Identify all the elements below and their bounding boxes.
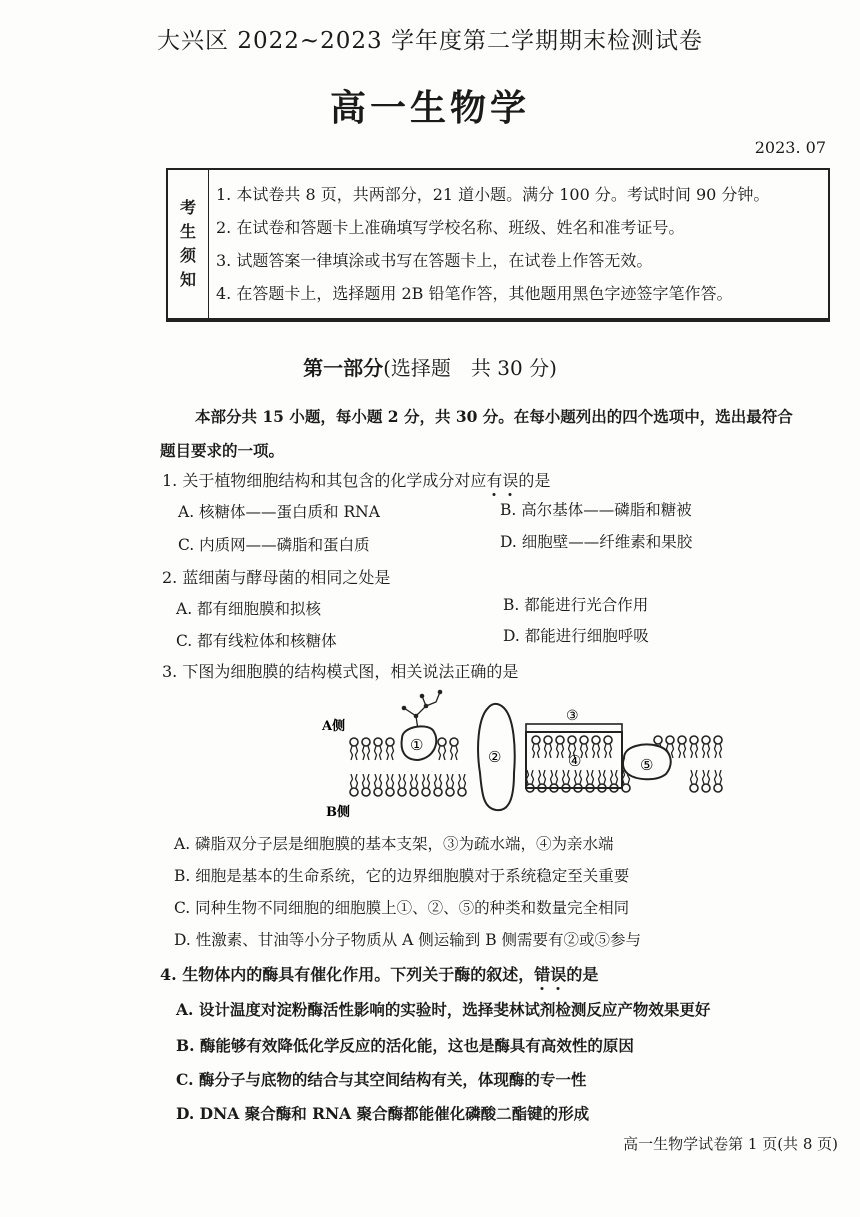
- question-3-option-b: B. 细胞是基本的生命系统，它的边界细胞膜对于系统稳定至关重要: [174, 867, 630, 885]
- hydrophilic-head-region-3: [526, 724, 622, 732]
- notice-label-char: 考: [179, 198, 196, 217]
- question-1-option-d: D. 细胞壁——纤维素和果胶: [500, 533, 693, 551]
- label-5: ⑤: [640, 756, 654, 774]
- question-2-option-a: A. 都有细胞膜和拟核: [176, 600, 322, 618]
- part-one-subtitle: (选择题 共 30 分): [383, 356, 557, 380]
- instructions-line: 本部分共 15 小题，每小题 2 分，共 30 分。在每小题列出的四个选项中，选出最符合: [195, 407, 793, 426]
- notice-item: 1. 本试卷共 8 页，共两部分，21 道小题。满分 100 分。考试时间 90 分钟。: [216, 185, 770, 204]
- question-1-option-b: B. 高尔基体——磷脂和糖被: [500, 501, 692, 519]
- stem-text: 4. 生物体内的酶具有催化作用。下列关于酶的叙述，: [160, 965, 535, 984]
- question-3-option-d: D. 性激素、甘油等小分子物质从 A 侧运输到 B 侧需要有②或⑤参与: [174, 931, 642, 949]
- notice-label-char: 知: [179, 270, 196, 289]
- notice-label-char: 生: [179, 222, 196, 241]
- page-footer: 高一生物学试卷第 1 页(共 8 页): [623, 1135, 838, 1153]
- question-3-stem: 3. 下图为细胞膜的结构模式图，相关说法正确的是: [162, 662, 519, 681]
- side-b-label: B侧: [326, 805, 350, 820]
- label-4: ④: [568, 752, 582, 770]
- question-4-option-a: A. 设计温度对淀粉酶活性影响的实验时，选择斐林试剂检测反应产物效果更好: [176, 1000, 711, 1019]
- stem-text: 1. 关于植物细胞结构和其包含的化学成分对应: [162, 471, 487, 490]
- question-4-stem: [160, 962, 598, 985]
- question-3-option-c: C. 同种生物不同细胞的细胞膜上①、②、⑤的种类和数量完全相同: [174, 899, 630, 917]
- exam-title: 大兴区 2022~2023 学年度第二学期期末检测试卷: [157, 28, 703, 54]
- question-2-option-c: C. 都有线粒体和核糖体: [176, 632, 337, 650]
- question-4-option-d: D. DNA 聚合酶和 RNA 聚合酶都能催化磷酸二酯键的形成: [176, 1104, 590, 1123]
- part-one-heading: [0, 352, 860, 381]
- emphasis-char: 错: [534, 965, 551, 984]
- stem-text: 的是: [518, 471, 551, 490]
- question-4-option-b: B. 酶能够有效降低化学反应的活化能，这也是酶具有高效性的原因: [176, 1036, 634, 1055]
- emphasis-char: 有: [486, 471, 503, 490]
- notice-item: 3. 试题答案一律填涂或书写在答题卡上，在试卷上作答无效。: [216, 251, 653, 270]
- label-3: ③: [566, 708, 579, 724]
- question-4-option-c: C. 酶分子与底物的结合与其空间结构有关，体现酶的专一性: [176, 1070, 587, 1089]
- part-one-instructions: [160, 400, 835, 468]
- cell-membrane-diagram: [318, 688, 738, 823]
- notice-label-char: 须: [179, 246, 196, 265]
- question-2-stem: 2. 蓝细菌与酵母菌的相同之处是: [162, 568, 391, 587]
- side-a-label: A侧: [322, 719, 346, 734]
- exam-date: 2023. 07: [754, 138, 826, 157]
- label-1: ①: [410, 736, 424, 754]
- subject-title: 高一生物学: [329, 88, 530, 129]
- question-1-option-c: C. 内质网——磷脂和蛋白质: [178, 536, 370, 554]
- label-2: ②: [488, 748, 502, 766]
- question-2-option-d: D. 都能进行细胞呼吸: [503, 627, 649, 645]
- question-3-option-a: A. 磷脂双分子层是细胞膜的基本支架，③为疏水端，④为亲水端: [174, 835, 614, 853]
- emphasis-char: 误: [502, 471, 519, 490]
- emphasis-char: 误: [550, 965, 567, 984]
- instructions-line: 题目要求的一项。: [160, 441, 285, 460]
- question-1-stem: [162, 468, 550, 491]
- part-one-title: 第一部分: [303, 356, 384, 380]
- notice-label: [168, 170, 209, 318]
- notice-item: 2. 在试卷和答题卡上准确填写学校名称、班级、姓名和准考证号。: [216, 218, 685, 237]
- notice-items: [216, 178, 822, 310]
- question-1-option-a: A. 核糖体——蛋白质和 RNA: [178, 503, 380, 521]
- notice-item: 4. 在答题卡上，选择题用 2B 铅笔作答，其他题用黑色字迹签字笔作答。: [216, 284, 733, 303]
- candidate-notice-box: [166, 168, 830, 322]
- question-2-option-b: B. 都能进行光合作用: [503, 596, 649, 614]
- stem-text: 的是: [566, 965, 599, 984]
